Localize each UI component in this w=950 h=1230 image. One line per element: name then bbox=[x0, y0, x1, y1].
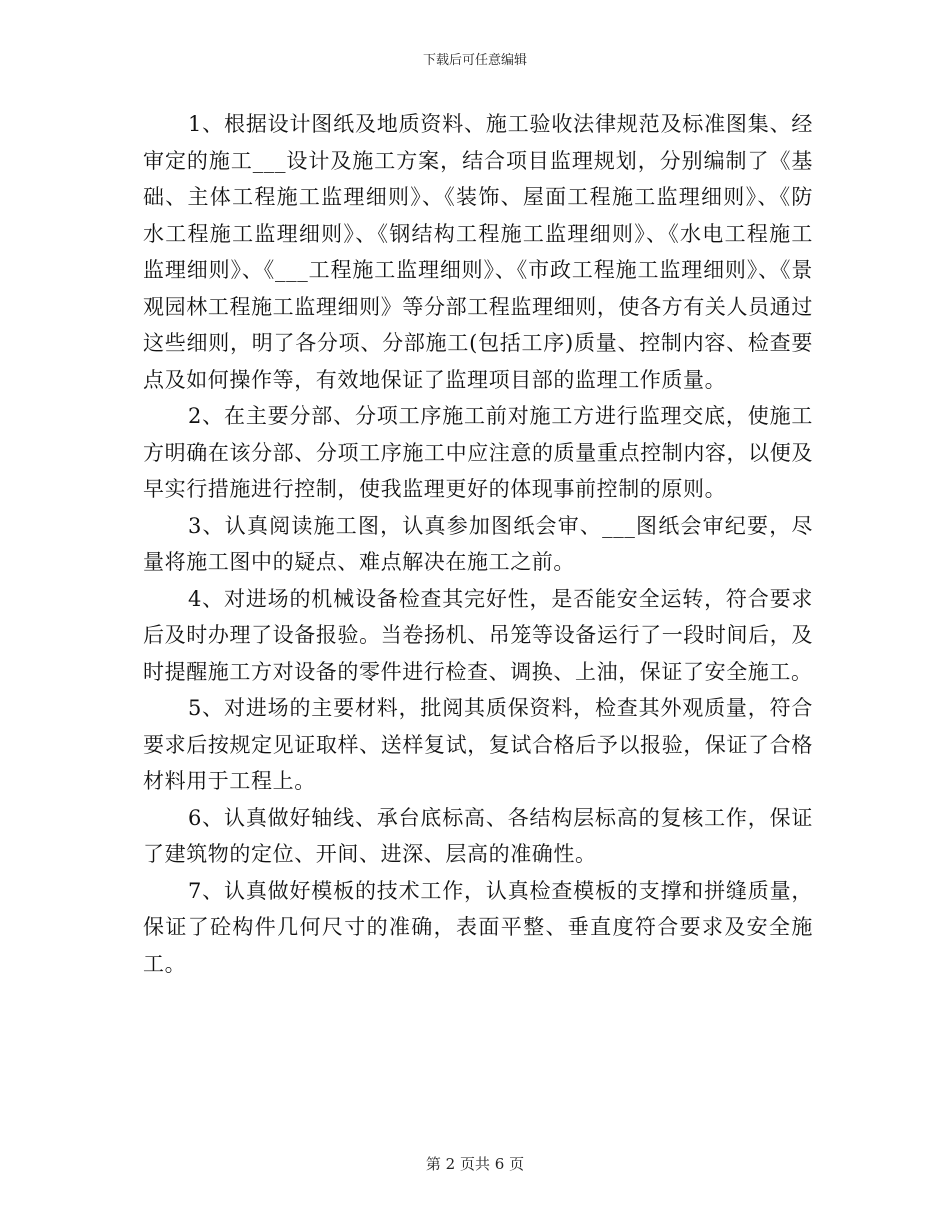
paragraph-6: 6、认真做好轴线、承台底标高、各结构层标高的复核工作，保证了建筑物的定位、开间、进深、层高的准确性。 bbox=[143, 805, 813, 866]
paragraph-7: 7、认真做好模板的技术工作，认真检查模板的支撑和拼缝质量，保证了砼构件几何尺寸的准确，表面平整、垂直度符合要求及安全施工。 bbox=[143, 878, 813, 976]
paragraph-5: 5、对进场的主要材料，批阅其质保资料，检查其外观质量，符合要求后按规定见证取样、送样复试，复试合格后予以报验，保证了合格材料用于工程上。 bbox=[143, 696, 813, 793]
page-header: 下载后可任意编辑 bbox=[422, 53, 527, 68]
paragraph-4: 4、对进场的机械设备检查其完好性，是否能安全运转，符合要求后及时办理了设备报验。当卷扬机、吊笼等设备运行了一段时间后，及时提醒施工方对设备的零件进行检查、调换、上油，保证了安全施工。 bbox=[143, 586, 813, 684]
paragraph-1: 1、根据设计图纸及地质资料、施工验收法律规范及标准图集、经审定的施工___设计及施工方案，结合项目监理规划，分别编制了《基础、主体工程施工监理细则》、《装饰、屋面工程施工监理细则》、《防水工程施工监理细则》、《钢结构工程施工监理细则》、《水电工程施工监理细则》、《___工程施工监理细则》、《市政工程施工监理细则》、《景观园林工程施工监理细则》等分部工程监理细则，使各方有关人员通过这些细则，明了各分项、分部施工(包括工序)质量、控制内容、检查要点及如何操作等，有效地保证了监理项目部的监理工作质量。 bbox=[143, 112, 813, 392]
document-body bbox=[143, 106, 813, 982]
paragraph-3: 3、认真阅读施工图，认真参加图纸会审、___图纸会审纪要，尽量将施工图中的疑点、难点解决在施工之前。 bbox=[143, 513, 813, 574]
paragraph-2: 2、在主要分部、分项工序施工前对施工方进行监理交底，使施工方明确在该分部、分项工序施工中应注意的质量重点控制内容，以便及早实行措施进行控制，使我监理更好的体现事前控制的原则。 bbox=[143, 404, 813, 501]
page-footer: 第 2 页共 6 页 bbox=[425, 1155, 525, 1173]
